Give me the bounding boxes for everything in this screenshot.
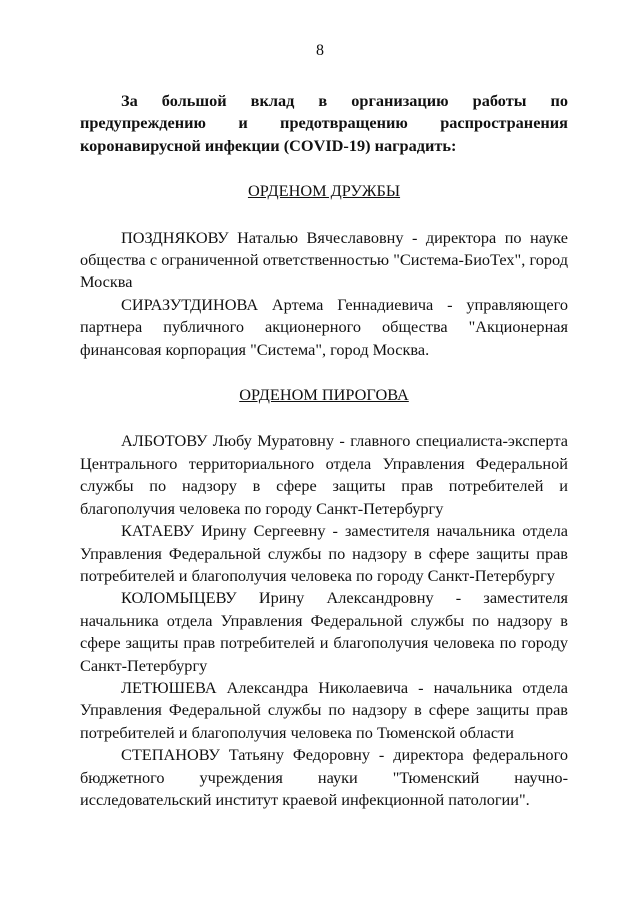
award-entry: СИРАЗУТДИНОВА Артема Геннадиевича - управляющего партнера публичного акционерного общества "Акционерная финансовая корпорация "Система", город Москва. [80, 294, 568, 359]
award-entry: ЛЕТЮШЕВА Александра Николаевича - начальника отдела Управления Федеральной службы по надзору в сфере защиты прав потребителей и благополучия человека по Тюменской области [80, 677, 568, 742]
award-entry: СТЕПАНОВУ Татьяну Федоровну - директора федерального бюджетного учреждения науки "Тюменский научно-исследовательский институт краевой инфекционной патологии". [80, 745, 568, 809]
award-entry: АЛБОТОВУ Любу Муратовну - главного специалиста-эксперта Центрального территориального отдела Управления Федеральной службы по надзору в сфере защиты прав потребителей и благополучия человека по городу Санкт-Петербургу [80, 431, 568, 518]
page-number: 8 [316, 42, 324, 59]
section-heading-order-of-friendship: ОРДЕНОМ ДРУЖБЫ [247, 181, 401, 201]
award-entry: ПОЗДНЯКОВУ Наталью Вячеславовну - директора по науке общества с ограниченной ответственностью "Система-БиоТех", город Москва [80, 227, 568, 292]
award-entry: КАТАЕВУ Ирину Сергеевну - заместителя начальника отдела Управления Федеральной службы по надзору в сфере защиты прав потребителей и благополучия человека по городу Санкт-Петербургу [80, 521, 568, 585]
award-intro: За большой вклад в организацию работы по предупреждению и предотвращению распространения коронавирусной инфекции (COVID-19) наградить: [80, 91, 568, 155]
section-heading-order-of-pirogov: ОРДЕНОМ ПИРОГОВА [239, 385, 409, 405]
award-entry: КОЛОМЫЦЕВУ Ирину Александровну - заместителя начальника отдела Управления Федеральной службы по надзору в сфере защиты прав потребителей и благополучия человека по городу Санкт-Петербургу [80, 588, 568, 675]
document-body [80, 90, 568, 811]
